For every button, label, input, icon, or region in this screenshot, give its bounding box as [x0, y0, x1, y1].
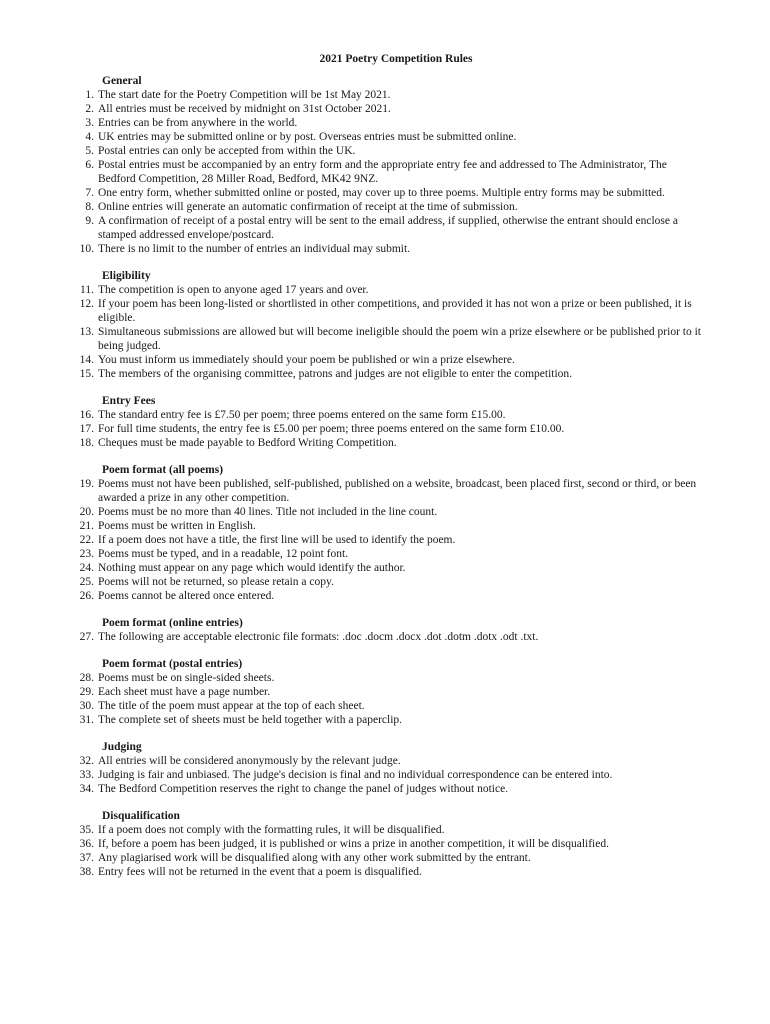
rule-text: The start date for the Poetry Competition will be 1st May 2021. — [98, 89, 391, 101]
rule-number: 33. — [79, 769, 94, 781]
rule-number: 12. — [79, 298, 94, 310]
rule-item — [72, 102, 710, 116]
rule-text: Postal entries must be accompanied by an entry form and the appropriate entry fee and addressed to The Administrator, The Bedford Competition, 28 Miller Road, Bedford, MK42 9NZ. — [98, 159, 667, 185]
rule-item — [72, 325, 710, 353]
rule-number: 22. — [79, 534, 94, 546]
rule-text: Judging is fair and unbiased. The judge's decision is final and no individual correspondence can be entered into. — [98, 769, 613, 781]
rule-number: 24. — [79, 562, 94, 574]
rule-number: 18. — [79, 437, 94, 449]
section-heading: Entry Fees — [102, 395, 156, 407]
rule-number: 10. — [79, 243, 94, 255]
rule-item — [72, 533, 710, 547]
section-poem-format-all-poems — [72, 463, 710, 603]
section-disqualification — [72, 809, 710, 879]
section-heading: Eligibility — [102, 270, 151, 282]
section-poem-format-online-entries — [72, 616, 710, 644]
rule-number: 28. — [79, 672, 94, 684]
rule-text: If, before a poem has been judged, it is published or wins a prize in another competition, it will be disqualified. — [98, 838, 609, 850]
rule-item — [72, 671, 710, 685]
section-judging — [72, 740, 710, 796]
rule-item — [72, 144, 710, 158]
rule-text: The following are acceptable electronic file formats: .doc .docm .docx .dot .dotm .dotx .odt .txt. — [98, 631, 539, 643]
rule-item — [72, 519, 710, 533]
rule-item — [72, 200, 710, 214]
rule-text: The Bedford Competition reserves the right to change the panel of judges without notice. — [98, 783, 509, 795]
rule-number: 29. — [79, 686, 94, 698]
rule-text: UK entries may be submitted online or by post. Overseas entries must be submitted online. — [98, 131, 517, 143]
rule-item — [72, 685, 710, 699]
rule-item — [72, 116, 710, 130]
rule-text: The complete set of sheets must be held together with a paperclip. — [98, 714, 403, 726]
rule-item — [72, 589, 710, 603]
rule-text: If your poem has been long-listed or shortlisted in other competitions, and provided it has not won a prize or been published, it is eligible. — [98, 298, 692, 324]
rule-number: 3. — [85, 117, 94, 129]
rule-item — [72, 367, 710, 381]
rule-item — [72, 865, 710, 879]
rule-number: 13. — [79, 326, 94, 338]
rule-text: Entry fees will not be returned in the event that a poem is disqualified. — [98, 866, 422, 878]
rule-text: Each sheet must have a page number. — [98, 686, 271, 698]
rule-item — [72, 837, 710, 851]
section-entry-fees — [72, 394, 710, 450]
section-poem-format-postal-entries — [72, 657, 710, 727]
rule-text: One entry form, whether submitted online or posted, may cover up to three poems. Multiple entry forms may be submitted. — [98, 187, 665, 199]
rule-number: 26. — [79, 590, 94, 602]
rule-number: 31. — [79, 714, 94, 726]
rule-number: 1. — [85, 89, 94, 101]
section-heading: Poem format (postal entries) — [102, 658, 243, 670]
rule-number: 35. — [79, 824, 94, 836]
rule-number: 37. — [79, 852, 94, 864]
rule-item — [72, 186, 710, 200]
rule-item — [72, 782, 710, 796]
rule-text: Poems will not be returned, so please retain a copy. — [98, 576, 334, 588]
rule-text: You must inform us immediately should your poem be published or win a prize elsewhere. — [98, 354, 515, 366]
rule-item — [72, 768, 710, 782]
rule-item — [72, 283, 710, 297]
rule-number: 7. — [85, 187, 94, 199]
rule-text: Poems must be no more than 40 lines. Title not included in the line count. — [98, 506, 438, 518]
rule-text: If a poem does not have a title, the first line will be used to identify the poem. — [98, 534, 456, 546]
rule-item — [72, 353, 710, 367]
rule-number: 19. — [79, 478, 94, 490]
rule-number: 23. — [79, 548, 94, 560]
rule-number: 20. — [79, 506, 94, 518]
rule-text: Poems cannot be altered once entered. — [98, 590, 275, 602]
rule-item — [72, 158, 710, 186]
rule-text: For full time students, the entry fee is £5.00 per poem; three poems entered on the same form £10.00. — [98, 423, 565, 435]
rule-number: 15. — [79, 368, 94, 380]
rule-item — [72, 561, 710, 575]
rule-item — [72, 214, 710, 242]
rule-text: Poems must be on single-sided sheets. — [98, 672, 275, 684]
rule-number: 21. — [79, 520, 94, 532]
rule-item — [72, 630, 710, 644]
section-eligibility — [72, 269, 710, 381]
rule-text: All entries will be considered anonymously by the relevant judge. — [98, 755, 401, 767]
section-heading: Disqualification — [102, 810, 180, 822]
rule-item — [72, 422, 710, 436]
rule-item — [72, 297, 710, 325]
rule-number: 9. — [85, 215, 94, 227]
rule-item — [72, 713, 710, 727]
rule-number: 27. — [79, 631, 94, 643]
rule-text: If a poem does not comply with the formatting rules, it will be disqualified. — [98, 824, 445, 836]
rule-item — [72, 851, 710, 865]
rule-number: 34. — [79, 783, 94, 795]
rule-item — [72, 88, 710, 102]
rule-number: 32. — [79, 755, 94, 767]
rule-text: The members of the organising committee, patrons and judges are not eligible to enter the competition. — [98, 368, 573, 380]
rule-number: 36. — [79, 838, 94, 850]
rule-item — [72, 477, 710, 505]
rule-text: The standard entry fee is £7.50 per poem; three poems entered on the same form £15.00. — [98, 409, 506, 421]
rule-number: 14. — [79, 354, 94, 366]
rule-text: Cheques must be made payable to Bedford Writing Competition. — [98, 437, 397, 449]
rule-item — [72, 130, 710, 144]
rule-text: Poems must be written in English. — [98, 520, 256, 532]
rule-text: Nothing must appear on any page which would identify the author. — [98, 562, 406, 574]
rule-item — [72, 505, 710, 519]
rule-number: 11. — [80, 284, 94, 296]
rule-number: 5. — [85, 145, 94, 157]
rule-item — [72, 547, 710, 561]
rule-text: Entries can be from anywhere in the world. — [98, 117, 298, 129]
rule-number: 25. — [79, 576, 94, 588]
rule-text: Any plagiarised work will be disqualified along with any other work submitted by the entrant. — [98, 852, 531, 864]
rule-text: Postal entries can only be accepted from within the UK. — [98, 145, 356, 157]
document-title: 2021 Poetry Competition Rules — [319, 53, 473, 65]
rule-item — [72, 242, 710, 256]
section-heading: Poem format (all poems) — [102, 464, 224, 476]
rule-text: All entries must be received by midnight on 31st October 2021. — [98, 103, 391, 115]
rule-number: 16. — [79, 409, 94, 421]
rule-number: 6. — [85, 159, 94, 171]
rule-text: The competition is open to anyone aged 17 years and over. — [98, 284, 369, 296]
rule-text: A confirmation of receipt of a postal entry will be sent to the email address, if supplied, otherwise the entrant should enclose a stamped addressed envelope/postcard. — [98, 215, 678, 241]
rule-item — [72, 699, 710, 713]
rule-text: Online entries will generate an automatic confirmation of receipt at the time of submission. — [98, 201, 518, 213]
rule-text: The title of the poem must appear at the top of each sheet. — [98, 700, 365, 712]
rule-number: 4. — [85, 131, 94, 143]
rule-number: 30. — [79, 700, 94, 712]
rule-item — [72, 575, 710, 589]
rule-text: Simultaneous submissions are allowed but will become ineligible should the poem win a prize elsewhere or be published prior to it being judged. — [98, 326, 701, 352]
rule-item — [72, 754, 710, 768]
rule-text: There is no limit to the number of entries an individual may submit. — [98, 243, 411, 255]
rule-number: 8. — [85, 201, 94, 213]
rule-text: Poems must be typed, and in a readable, 12 point font. — [98, 548, 349, 560]
rule-number: 2. — [85, 103, 94, 115]
rule-number: 17. — [79, 423, 94, 435]
rule-number: 38. — [79, 866, 94, 878]
rule-item — [72, 823, 710, 837]
rules-sections — [72, 74, 710, 879]
rule-item — [72, 436, 710, 450]
section-heading: Judging — [102, 741, 142, 753]
section-general — [72, 74, 710, 256]
rule-item — [72, 408, 710, 422]
section-heading: General — [102, 75, 142, 87]
rule-text: Poems must not have been published, self-published, published on a website, broadcast, been placed first, second or third, or been awarded a prize in any other competition. — [98, 478, 697, 504]
section-heading: Poem format (online entries) — [102, 617, 243, 629]
